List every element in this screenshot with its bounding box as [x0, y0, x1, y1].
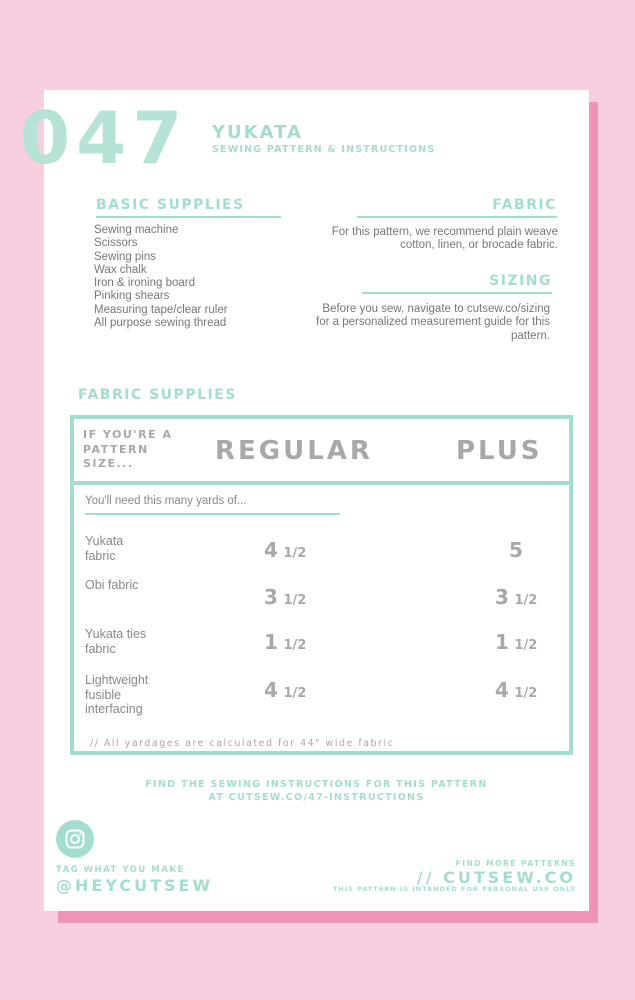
- fraction: 1/2: [283, 638, 307, 653]
- list-item: Sewing machine: [94, 224, 179, 236]
- fabric-supplies-heading: FABRIC SUPPLIES: [78, 387, 237, 403]
- pattern-number: 047: [20, 96, 189, 180]
- yardage-footnote: // All yardages are calculated for 44" wide fabric: [90, 738, 395, 749]
- row-label: Lightweight fusible interfacing: [85, 673, 149, 716]
- basic-supplies-heading: BASIC SUPPLIES: [96, 197, 281, 218]
- list-item: All purpose sewing thread: [94, 317, 227, 330]
- instructions-link[interactable]: [44, 779, 589, 804]
- tag-text: TAG WHAT YOU MAKE: [56, 865, 185, 875]
- list-item: Pinking shears: [94, 290, 170, 303]
- list-item: Wax chalk: [94, 263, 147, 276]
- pattern-title: YUKATA: [212, 122, 303, 143]
- column-regular: REGULAR: [215, 436, 373, 466]
- list-item: Sewing pins: [94, 250, 157, 263]
- list-item: Scissors: [94, 237, 138, 250]
- fabric-description: For this pattern, we recommend plain weave cotton, linen, or brocade fabric.: [331, 226, 558, 252]
- instructions-line-2: AT CUTSEW.CO/47-INSTRUCTIONS: [208, 791, 425, 803]
- supplies-list: [94, 224, 228, 330]
- whole-number: 3: [264, 585, 278, 609]
- pattern-card: [20, 90, 589, 911]
- row-label: Obi fabric: [85, 578, 139, 592]
- sizing-description: Before you sew, navigate to cutsew.co/sizing for a personalized measurement guide for this pattern.: [316, 303, 550, 342]
- whole-number: 1: [264, 630, 278, 654]
- pattern-subtitle: SEWING PATTERN & INSTRUCTIONS: [212, 144, 436, 155]
- plus-quantity: [495, 630, 537, 654]
- list-item: Iron & ironing board: [94, 277, 196, 290]
- regular-quantity: [264, 678, 306, 702]
- column-plus: PLUS: [456, 436, 543, 466]
- fraction: 1/2: [283, 686, 307, 701]
- fraction: 1/2: [283, 593, 307, 608]
- fraction: 1/2: [514, 593, 538, 608]
- fraction: 1/2: [514, 686, 538, 701]
- regular-quantity: [264, 630, 306, 654]
- row-label: Yukata ties fabric: [85, 627, 147, 656]
- row-label: Yukata fabric: [85, 534, 124, 563]
- regular-quantity: [264, 538, 306, 562]
- plus-quantity: [495, 585, 537, 609]
- instagram-icon[interactable]: [56, 820, 94, 858]
- whole-number: 3: [495, 585, 509, 609]
- whole-number: 5: [509, 538, 523, 562]
- personal-use-note: THIS PATTERN IS INTENDED FOR PERSONAL USE ONLY: [332, 885, 576, 893]
- regular-quantity: [264, 585, 306, 609]
- fraction: 1/2: [283, 546, 307, 561]
- whole-number: 4: [264, 538, 278, 562]
- fabric-supplies-table: [70, 415, 573, 755]
- plus-quantity: [495, 678, 537, 702]
- site-link[interactable]: // CUTSEW.CO: [416, 868, 576, 887]
- fraction: 1/2: [514, 638, 538, 653]
- fabric-heading: FABRIC: [357, 197, 557, 218]
- list-item: Measuring tape/clear ruler: [94, 303, 228, 316]
- sizing-heading: SIZING: [362, 273, 552, 294]
- instructions-line-1: FIND THE SEWING INSTRUCTIONS FOR THIS PATTERN: [145, 779, 488, 790]
- whole-number: 4: [264, 678, 278, 702]
- table-header: [74, 419, 569, 485]
- pattern-size-label: IF YOU'RE A PATTERN SIZE...: [83, 428, 173, 470]
- yards-label: You'll need this many yards of...: [85, 495, 340, 515]
- whole-number: 1: [495, 630, 509, 654]
- plus-quantity: [509, 538, 523, 562]
- whole-number: 4: [495, 678, 509, 702]
- find-more-label: FIND MORE PATTERNS: [455, 859, 576, 868]
- instagram-handle[interactable]: @HEYCUTSEW: [56, 876, 214, 895]
